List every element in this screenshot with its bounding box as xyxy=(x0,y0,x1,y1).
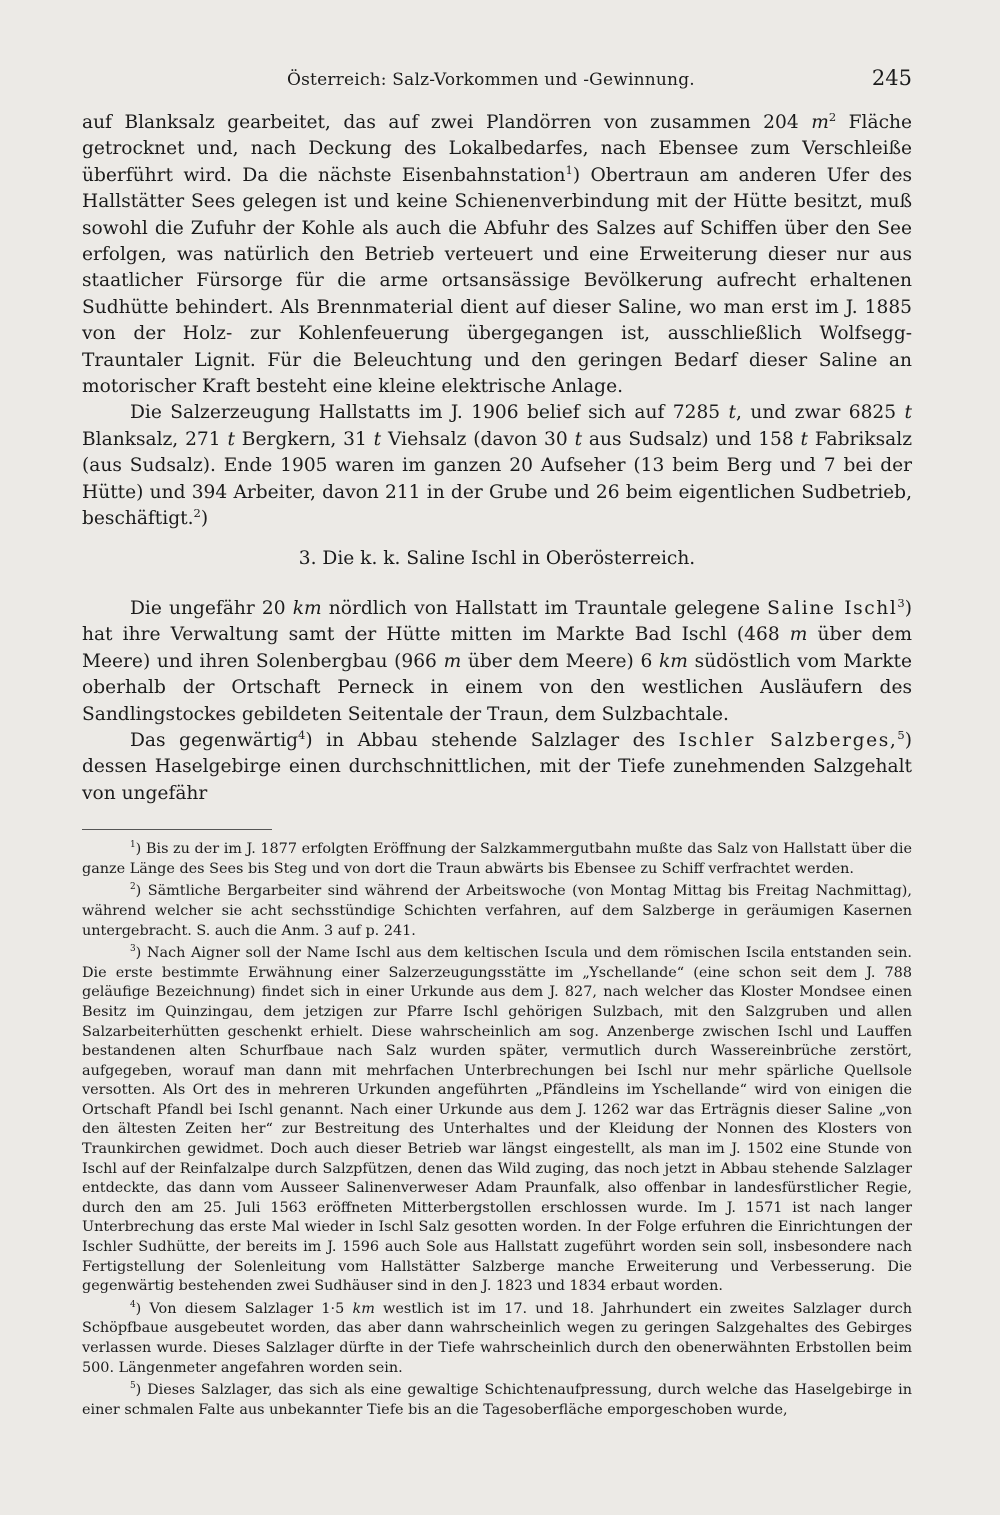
footnote-text: ) Nach Aigner soll der Name Ischl aus dem keltischen Iscula und dem römischen Iscila entstanden sein. Die erste bestimmte Erwähnung einer Salzerzeugungsstätte im „Yschellande“ (eine schon seit dem J. 788 geläufige Bezeichnung) findet sich in einer Urkunde aus dem J. 827, nach welcher das Kloster Mondsee einen Besitz im Quinzingau, dem jetzigen zur Pfarre Ischl gehörigen Sulzbach, mit den Salzgruben und allen Salzarbeiterhütten geschenkt erhielt. Diese wahrscheinlich am sog. Anzenberge zwischen Ischl und Lauffen bestandenen alten Schurfbaue nach Salz wurden später, vermutlich durch Wassereinbrüche zerstört, aufgegeben, worauf man dann mit mehrfachen Unterbrechungen bei Ischl nur mehr spärliche Quellsole versotten. Als Ort des in mehreren Urkunden angeführten „Pfändleins im Yschellande“ wird von einigen die Ortschaft Pfandl bei Ischl genannt. Nach einer Urkunde aus dem J. 1262 war das Erträgnis dieser Saline „von den ältesten Zeiten her“ zur Bestreitung des Unterhaltes und der Kleidung der Nonnen des Klosters von Traunkirchen gewidmet. Doch auch dieser Betrieb war längst eingestellt, als man im J. 1502 eine Stunde von Ischl auf der Reinfalzalpe durch Salzpfützen, denen das Wild zuging, das noch jetzt in Abbau stehende Salzlager entdeckte, das dann vom Ausseer Salinenverweser Adam Praunfalk, also offenbar in landesfürstlicher Regie, durch den am 25. Juli 1563 eröffneten Mitterbergstollen erschlossen wurde. Im J. 1571 ist nach langer Unterbrechung das erste Mal wieder in Ischl Salz gesotten worden. In der Folge erfuhren die Einrichtungen der Ischler Sudhütte, der bereits im J. 1596 auch Sole aus Hallstatt zugeführt worden sein soll, insbesondere nach Fertigstellung der Solenleitung vom Hallstätter Salzberge manche Erweiterung und Verbesserung. Die gegenwärtig bestehenden zwei Sudhäuser sind in den J. 1823 und 1834 erbaut worden. xyxy=(82,945,912,1295)
text-run: ) dessen Haselgebirge einen durchschnittlichen, mit der Tiefe zunehmenden Salzgehalt von ungefähr xyxy=(82,729,912,804)
paragraph-1 xyxy=(82,110,912,400)
running-header xyxy=(82,62,912,102)
footnote-text: westlich ist im 17. und 18. Jahrhundert ein zweites Salzlager durch Schöpfbaue ausgebeutet worden, das aber dann wahrscheinlich wegen zu geringen Salzgehaltes des Gebirges verlassen wurde. Dieses Salzlager dürfte in der Tiefe wahrscheinlich durch den obenerwähnten Erbstollen beim 500. Längenmeter angefahren worden sein. xyxy=(82,1300,912,1376)
text-run: südöstlich vom Markte oberhalb der Ortschaft Perneck in einem von den westlichen Ausläufern des Sandlingstockes gebildeten Seitentale der Traun, dem Sulzbachtale. xyxy=(82,650,912,725)
emphasis-saline-ischl: Saline Ischl xyxy=(767,597,898,619)
text-run: Die ungefähr 20 xyxy=(130,597,293,619)
footnote-marker: 1 xyxy=(130,840,136,851)
paragraph-3 xyxy=(82,596,912,728)
unit-meter: m xyxy=(443,650,462,672)
emphasis-ischler-salzberg: Ischler Salzberges, xyxy=(678,729,898,751)
paragraph-4 xyxy=(82,728,912,807)
unit-km: km xyxy=(659,650,688,672)
unit-ton: t xyxy=(904,402,912,424)
running-title: Österreich: Salz-Vorkommen und -Gewinnung. xyxy=(287,70,695,90)
text-run: , und zwar 6825 xyxy=(736,402,905,424)
unit-meter: m xyxy=(811,112,829,133)
unit-meter: m xyxy=(789,624,808,646)
superscript: 2 xyxy=(828,109,837,124)
text-run: aus Sudsalz) und 158 xyxy=(582,428,801,450)
page-number: 245 xyxy=(871,66,912,90)
footnote-text: ) Dieses Salzlager, das sich als eine gewaltige Schichtenaufpressung, durch welche das Haselgebirge in einer schmalen Falte aus unbekannter Tiefe bis an die Tagesoberfläche emporgeschoben wurde, xyxy=(82,1382,912,1418)
footnote-5 xyxy=(82,1381,912,1420)
main-text xyxy=(82,110,912,807)
unit-ton: t xyxy=(373,428,382,450)
footnote-text: ) Bis zu der im J. 1877 erfolgten Eröffnung der Salzkammergutbahn mußte das Salz von Hallstatt über die ganze Länge des Sees bis Steg und von dort die Traun abwärts bis Ebensee zu Schiff verfrachtet werden. xyxy=(82,841,912,877)
text-run: Das gegenwärtig xyxy=(130,729,299,751)
text-run: ) Obertraun am anderen Ufer des Hallstätter Sees gelegen ist und keine Schienenverbindung mit der Hütte besitzt, muß sowohl die Zufuhr der Kohle als auch die Abfuhr des Salzes auf Schiffen über den See erfolgen, was natürlich den Betrieb verteuert und eine Erweiterung dieser nur aus staatlicher Fürsorge für die arme ortsansässige Bevölkerung aufrecht erhaltenen Sudhütte behindert. Als Brennmaterial dient auf dieser Saline, wo man erst im J. 1885 von der Holz- zur Kohlenfeuerung übergegangen ist, ausschließlich Wolfsegg-Trauntaler Lignit. Für die Beleuchtung und den geringen Bedarf dieser Saline an motorischer Kraft besteht eine kleine elektrische Anlage. xyxy=(82,164,913,398)
paragraph-2 xyxy=(82,400,912,532)
text-run: Viehsalz (davon 30 xyxy=(381,428,575,450)
footnote-3 xyxy=(82,944,912,1297)
text-run: ) hat ihre Verwaltung samt der Hütte mitten im Markte Bad Ischl (468 xyxy=(82,597,913,646)
footnote-ref-4: 4 xyxy=(298,727,306,742)
unit-km: km xyxy=(292,597,322,619)
unit-ton: t xyxy=(227,428,235,450)
footnote-divider xyxy=(82,829,272,830)
unit-ton: t xyxy=(574,428,583,450)
footnote-2 xyxy=(82,882,912,941)
text-run: Blanksalz, 271 xyxy=(82,428,228,450)
text-run: über dem Meere) 6 xyxy=(461,650,659,672)
text-run: Fabriksalz (aus Sudsalz). Ende 1905 waren im ganzen 20 Aufseher (13 beim Berg und 7 bei der Hütte) und 394 Arbeiter, davon 211 in der Grube und 26 beim eigentlichen Sudbetrieb, beschäftigt. xyxy=(82,428,912,530)
footnote-text: ) Von diesem Salzlager 1·5 xyxy=(135,1300,353,1317)
footnote-1 xyxy=(82,840,912,879)
unit-ton: t xyxy=(728,402,737,424)
footnote-text: ) Sämtliche Bergarbeiter sind während der Arbeitswoche (von Montag Mittag bis Freitag Nachmittag), während welcher sie acht sechsstündige Schichten verfahren, auf dem Salzberge in geräumigen Kasernen untergebracht. S. auch die Anm. 3 auf p. 241. xyxy=(82,883,912,939)
unit-ton: t xyxy=(800,428,809,450)
text-run: nördlich von Hallstatt im Trauntale gelegene xyxy=(321,597,768,619)
footnote-marker: 2 xyxy=(130,882,136,893)
text-run: Fläche getrocknet und, nach Deckung des Lokalbedarfes, nach Ebensee zum Verschleiße überführt wird. Da die nächste Eisenbahnstation xyxy=(82,112,912,186)
text-run: ) xyxy=(200,508,209,530)
footnote-ref-5: 5 xyxy=(897,727,905,742)
unit-km: km xyxy=(352,1300,375,1317)
footnote-marker: 5 xyxy=(130,1381,136,1392)
footnote-marker: 3 xyxy=(130,944,136,955)
text-run: über dem Meere) und ihren Solenbergbau (966 xyxy=(82,624,912,672)
footnote-ref-1: 1 xyxy=(565,162,573,177)
text-run: auf Blanksalz gearbeitet, das auf zwei Plandörren von zusammen 204 xyxy=(82,112,812,133)
footnote-ref-3: 3 xyxy=(897,595,905,610)
text-run: ) in Abbau stehende Salzlager des xyxy=(305,729,679,751)
footnotes xyxy=(82,840,912,1420)
footnote-marker: 4 xyxy=(130,1300,136,1311)
text-run: Bergkern, 31 xyxy=(234,428,374,450)
text-run: Die Salzerzeugung Hallstatts im J. 1906 belief sich auf 7285 xyxy=(130,402,729,424)
footnote-ref-2: 2 xyxy=(193,505,201,520)
footnote-4 xyxy=(82,1300,912,1378)
section-heading: 3. Die k. k. Saline Ischl in Oberösterreich. xyxy=(298,547,696,569)
